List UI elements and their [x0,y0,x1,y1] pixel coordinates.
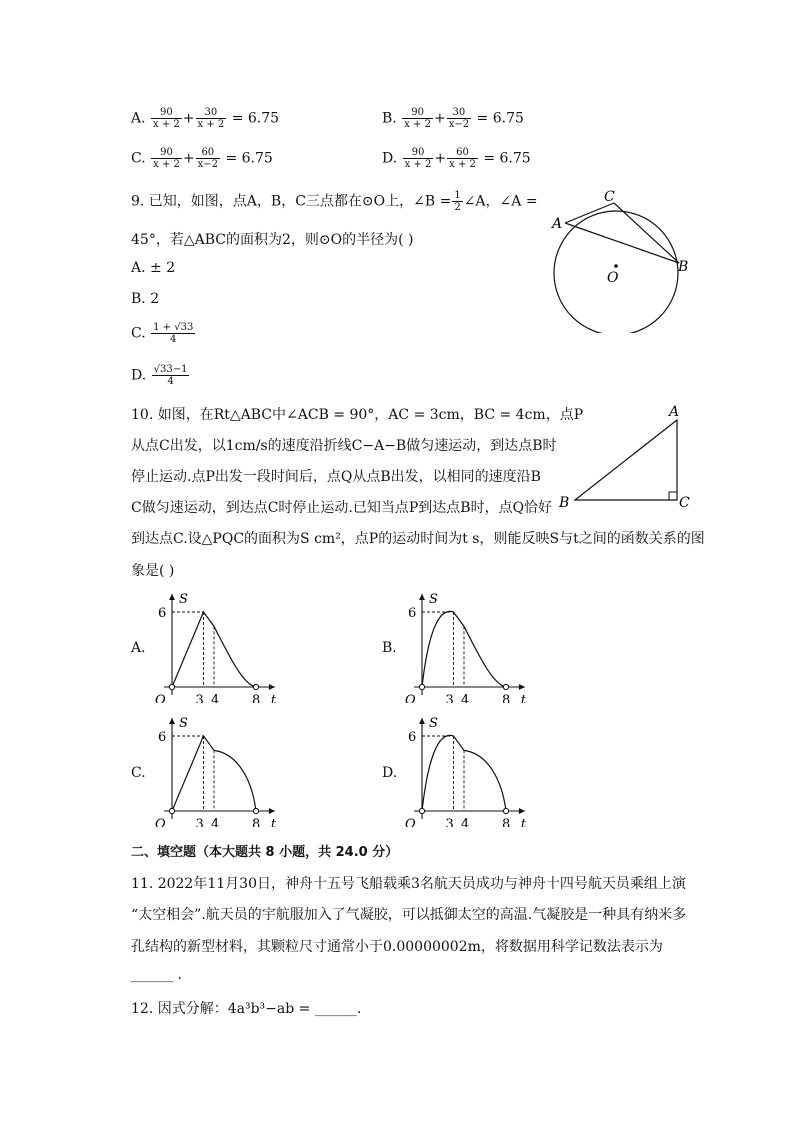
label-b: B [678,259,689,275]
end-point [253,684,258,689]
graph-b-label: B. [382,640,397,656]
chord-ac [565,203,614,223]
q10-line-3: 停止运动.点P出发一段时间后，点Q从点B出发，以相同的速度沿B [131,469,541,485]
start-point [419,684,424,689]
x-axis-label: t [270,817,277,827]
x-axis-label: t [270,693,277,703]
q11-blank: ______ . [131,967,182,983]
y-tick-6: 6 [408,606,417,621]
q10-line-4: C做匀速运动，到达点C时停止运动.已知当点P到达点B时，点Q恰好 [131,500,553,516]
q8-option-d: D. $\frac{90}{x + 2}$ + $\frac{60}{x + 2}$ = 6.75 [382,147,531,170]
graph-d [398,712,538,827]
chord-ab [565,223,679,263]
graph-a [148,588,288,703]
x-axis-label: t [520,693,527,703]
q9-option-a: A. ± 2 [131,260,176,276]
label-o: O [607,270,619,286]
end-point [503,684,508,689]
x-tick-3: 3 [195,817,204,827]
start-point [169,684,174,689]
function-curve [172,612,256,687]
x-axis-label: t [520,817,527,827]
q10-line-1: 10. 如图，在Rt△ABC中∠ACB = 90°，AC = 3cm，BC = 4cm，点P [131,407,584,423]
x-tick-4: 4 [461,693,470,703]
y-axis-arrow [169,718,175,724]
end-point [253,808,258,813]
q8-option-b: B. $\frac{90}{x + 2}$ + $\frac{30}{x-2}$ = 6.75 [382,107,524,130]
y-tick-6: 6 [408,730,417,745]
origin-label: O [155,817,166,827]
q9-line-2: 45°，若△ABC的面积为2，则⊙O的半径为( ) [131,232,414,248]
label-c: C [679,495,690,511]
start-point [419,808,424,813]
y-tick-6: 6 [158,730,167,745]
center-point [614,264,618,268]
origin-label: O [155,693,166,703]
section-title: 二、填空题（本大题共 8 小题，共 24.0 分） [131,845,399,860]
y-axis-label: S [429,716,438,731]
q8-option-c: C. $\frac{90}{x + 2}$ + $\frac{60}{x-2}$ = 6.75 [131,147,273,170]
graph-c [148,712,288,827]
q12-line: 12. 因式分解：4a³b³−ab = ______. [131,1001,362,1017]
x-tick-4: 4 [461,817,470,827]
label-c: C [604,189,615,205]
q9-option-b: B. 2 [131,291,160,307]
chord-cb [614,203,679,263]
y-axis-arrow [419,718,425,724]
y-tick-6: 6 [158,606,167,621]
x-tick-8: 8 [252,817,261,827]
q10-line-5: 到达点C.设△PQC的面积为S cm²，点P的运动时间为t s，则能反映S与t之间的函数关系的图 [131,531,705,547]
x-tick-8: 8 [502,693,511,703]
origin-label: O [405,817,416,827]
y-axis-label: S [179,716,188,731]
x-tick-8: 8 [252,693,261,703]
graph-d-label: D. [382,765,398,781]
label-a: A [552,216,563,232]
x-tick-4: 4 [211,817,220,827]
label-a: A [669,404,680,420]
y-axis-arrow [169,594,175,600]
x-tick-3: 3 [195,693,204,703]
label-b: B [559,495,570,511]
x-tick-4: 4 [211,693,220,703]
q10-line-6: 象是( ) [131,563,175,579]
x-tick-3: 3 [445,693,454,703]
q11-line-1: 11. 2022年11月30日，神舟十五号飞船载乘3名航天员成功与神舟十四号航天员乘组上演 [131,876,686,892]
q9-line-1: 9. 已知，如图，点A，B，C三点都在⊙O上，∠B = $\frac{1}{2}$ ∠A，∠A = [131,190,538,213]
y-axis-label: S [179,592,188,607]
q11-line-3: 孔结构的新型材料，其颗粒尺寸通常小于0.00000002m，将数据用科学记数法表示为 [131,939,663,955]
y-axis-label: S [429,592,438,607]
x-tick-8: 8 [502,817,511,827]
q9-option-c: C. $\frac{1 + √33}{4}$ [131,322,194,345]
graph-c-label: C. [131,765,146,781]
q8-option-a: A. $\frac{90}{x + 2}$ + $\frac{30}{x + 2}$ = 6.75 [131,107,280,130]
start-point [169,808,174,813]
graph-b [398,588,538,703]
x-axis-arrow [269,808,275,814]
x-tick-3: 3 [445,817,454,827]
graph-a-label: A. [131,640,146,656]
q11-line-2: “太空相会”.航天员的宇航服加入了气凝胶，可以抵御太空的高温.气凝胶是一种具有纳米多 [131,907,687,923]
function-curve [172,736,256,811]
end-point [503,808,508,813]
q10-line-2: 从点C出发，以1cm/s的速度沿折线C−A−B做匀速运动，到达点B时 [131,438,557,454]
y-axis-arrow [419,594,425,600]
x-axis-arrow [519,808,525,814]
x-axis-arrow [519,684,525,690]
q10-triangle-figure [555,400,695,515]
q9-option-d: D. $\frac{√33-1}{4}$ [131,364,188,387]
x-axis-arrow [269,684,275,690]
origin-label: O [405,693,416,703]
q9-circle-figure [548,188,698,333]
